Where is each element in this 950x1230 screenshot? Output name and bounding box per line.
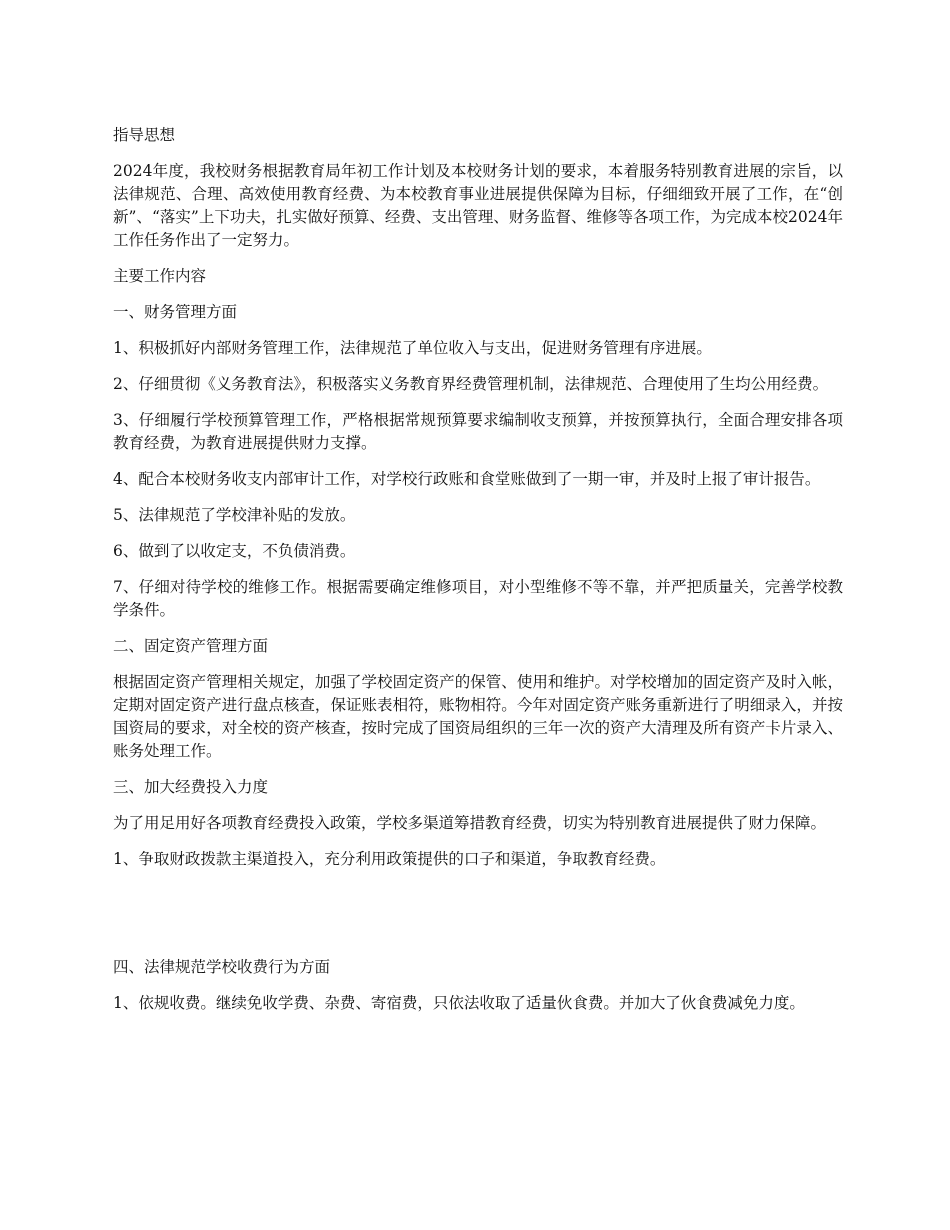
funding-paragraph: 为了用足用好各项教育经费投入政策，学校多渠道筹措教育经费，切实为特别教育进展提供了财力保障。: [113, 814, 827, 832]
list-item: 2、仔细贯彻《义务教育法》，积极落实义务教育界经费管理机制，法律规范、合理使用了生均公用经费。: [113, 375, 829, 393]
intro-paragraph: 2024年度，我校财务根据教育局年初工作计划及本校财务计划的要求，本着服务特别教育进展的宗旨，以法律规范、合理、高效使用教育经费、为本校教育事业进展提供保障为目标，仔细细致开展了工作，在“创新”、“落实”上下功夫，扎实做好预算、经费、支出管理、财务监督、维修等各项工作，为完成本校2024年工作任务作出了一定努力。: [113, 162, 843, 249]
section-title-fees: 四、法律规范学校收费行为方面: [113, 958, 331, 976]
list-item: 4、配合本校财务收支内部审计工作，对学校行政账和食堂账做到了一期一审，并及时上报了审计报告。: [113, 470, 821, 488]
heading-guiding-ideology: 指导思想: [113, 126, 176, 144]
list-item: 7、仔细对待学校的维修工作。根据需要确定维修项目，对小型维修不等不靠，并严把质量关，完善学校教学条件。: [113, 578, 843, 619]
list-item: 6、做到了以收定支，不负债消费。: [113, 542, 356, 560]
document-body: [113, 124, 843, 1028]
list-item: 1、积极抓好内部财务管理工作，法律规范了单位收入与支出，促进财务管理有序进展。: [113, 339, 712, 357]
list-item: 1、依规收费。继续免收学费、杂费、寄宿费，只依法收取了适量伙食费。并加大了伙食费减免力度。: [113, 994, 805, 1012]
section-title-fixed-assets: 二、固定资产管理方面: [113, 637, 269, 655]
blank-gap: [113, 884, 843, 956]
section-title-funding: 三、加大经费投入力度: [113, 778, 269, 796]
heading-main-work: 主要工作内容: [113, 267, 207, 285]
fixed-assets-paragraph: 根据固定资产管理相关规定，加强了学校固定资产的保管、使用和维护。对学校增加的固定资产及时入帐，定期对固定资产进行盘点核查，保证账表相符，账物相符。今年对固定资产账务重新进行了明细录入，并按国资局的要求，对全校的资产核查，按时完成了国资局组织的三年一次的资产大清理及所有资产卡片录入、账务处理工作。: [113, 673, 843, 760]
section-title-finance: 一、财务管理方面: [113, 303, 238, 321]
list-item: 1、争取财政拨款主渠道投入，充分利用政策提供的口子和渠道，争取教育经费。: [113, 850, 666, 868]
list-item: 3、仔细履行学校预算管理工作，严格根据常规预算要求编制收支预算，并按预算执行，全面合理安排各项教育经费，为教育进展提供财力支撑。: [113, 411, 843, 452]
list-item: 5、法律规范了学校津补贴的发放。: [113, 506, 356, 524]
